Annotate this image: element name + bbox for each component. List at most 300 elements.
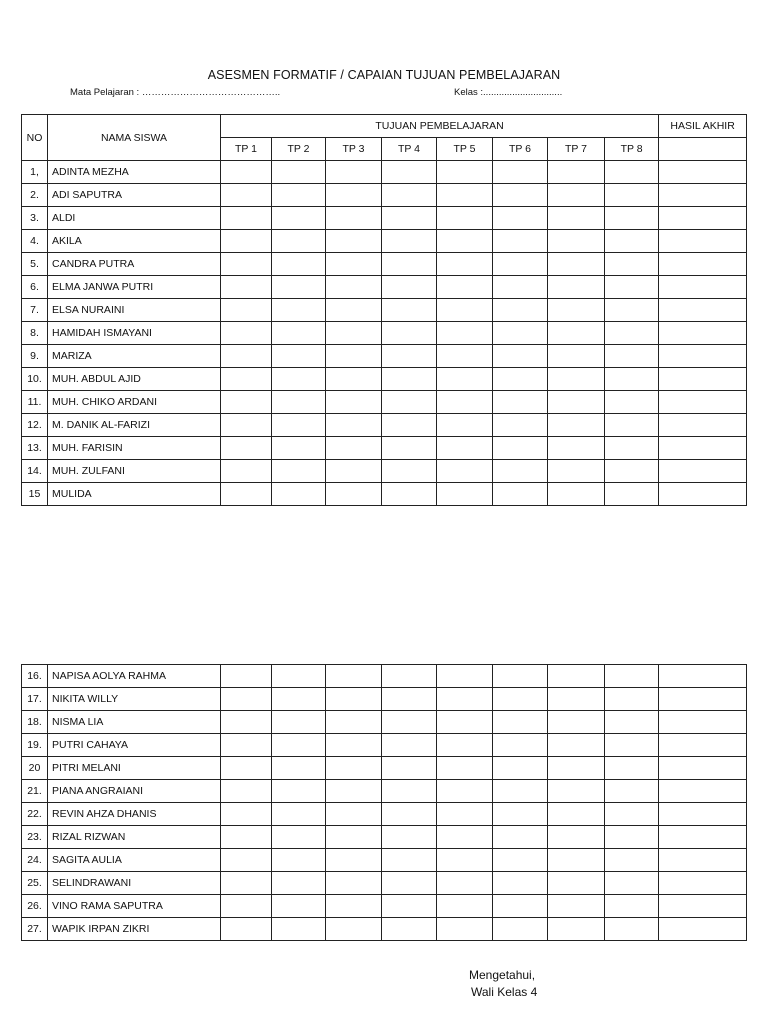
tp-3-cell[interactable] <box>326 826 382 849</box>
signature-mengetahui: Mengetahui, <box>469 968 536 982</box>
tp-3-cell[interactable] <box>326 872 382 895</box>
tp-2-cell[interactable] <box>272 734 326 757</box>
tp-1-cell[interactable] <box>221 161 272 184</box>
tp-1-cell[interactable] <box>221 437 272 460</box>
tp-5-cell[interactable] <box>437 757 493 780</box>
tp-2-cell[interactable] <box>272 665 326 688</box>
tp-4-cell[interactable] <box>382 483 437 506</box>
kelas-field: Kelas :.............................. <box>454 87 563 98</box>
tp-2-cell[interactable] <box>272 230 326 253</box>
tp-7-cell[interactable] <box>548 872 605 895</box>
tp-8-cell[interactable] <box>605 207 659 230</box>
tp-8-cell[interactable] <box>605 437 659 460</box>
student-name: CANDRA PUTRA <box>48 253 221 276</box>
tp-5-cell[interactable] <box>437 826 493 849</box>
tp-3-cell[interactable] <box>326 757 382 780</box>
header-tujuan-pembelajaran: TUJUAN PEMBELAJARAN <box>221 115 659 138</box>
tp-1-cell[interactable] <box>221 918 272 941</box>
tp-8-cell[interactable] <box>605 253 659 276</box>
student-name: MUH. ZULFANI <box>48 460 221 483</box>
tp-2-cell[interactable] <box>272 414 326 437</box>
hasil-akhir-cell[interactable] <box>659 688 747 711</box>
tp-4-cell[interactable] <box>382 826 437 849</box>
tp-5-cell[interactable] <box>437 872 493 895</box>
hasil-akhir-cell[interactable] <box>659 780 747 803</box>
tp-5-cell[interactable] <box>437 368 493 391</box>
hasil-akhir-cell[interactable] <box>659 161 747 184</box>
student-number: 16. <box>22 665 48 688</box>
tp-4-cell[interactable] <box>382 711 437 734</box>
tp-6-cell[interactable] <box>493 803 548 826</box>
tp-1-cell[interactable] <box>221 253 272 276</box>
tp-8-cell[interactable] <box>605 688 659 711</box>
tp-7-cell[interactable] <box>548 665 605 688</box>
hasil-akhir-cell[interactable] <box>659 230 747 253</box>
student-row <box>22 322 747 345</box>
tp-6-cell[interactable] <box>493 665 548 688</box>
student-number: 3. <box>22 207 48 230</box>
tp-6-cell[interactable] <box>493 299 548 322</box>
hasil-akhir-cell[interactable] <box>659 345 747 368</box>
student-number: 4. <box>22 230 48 253</box>
tp-6-cell[interactable] <box>493 437 548 460</box>
tp-5-cell[interactable] <box>437 483 493 506</box>
tp-3-cell[interactable] <box>326 230 382 253</box>
tp-8-cell[interactable] <box>605 895 659 918</box>
student-name: WAPIK IRPAN ZIKRI <box>48 918 221 941</box>
document-title: ASESMEN FORMATIF / CAPAIAN TUJUAN PEMBELAJARAN <box>207 68 561 82</box>
tp-4-cell[interactable] <box>382 895 437 918</box>
tp-1-cell[interactable] <box>221 276 272 299</box>
tp-8-cell[interactable] <box>605 391 659 414</box>
student-number: 11. <box>22 391 48 414</box>
tp-3-cell[interactable] <box>326 688 382 711</box>
tp-1-cell[interactable] <box>221 184 272 207</box>
tp-8-cell[interactable] <box>605 322 659 345</box>
student-number: 5. <box>22 253 48 276</box>
header-tp-7: TP 7 <box>548 138 605 161</box>
tp-5-cell[interactable] <box>437 895 493 918</box>
tp-4-cell[interactable] <box>382 322 437 345</box>
tp-6-cell[interactable] <box>493 414 548 437</box>
tp-6-cell[interactable] <box>493 872 548 895</box>
tp-2-cell[interactable] <box>272 276 326 299</box>
tp-1-cell[interactable] <box>221 803 272 826</box>
tp-8-cell[interactable] <box>605 414 659 437</box>
tp-6-cell[interactable] <box>493 780 548 803</box>
hasil-akhir-cell[interactable] <box>659 849 747 872</box>
tp-7-cell[interactable] <box>548 688 605 711</box>
tp-1-cell[interactable] <box>221 895 272 918</box>
hasil-akhir-cell[interactable] <box>659 734 747 757</box>
tp-4-cell[interactable] <box>382 688 437 711</box>
student-name: MULIDA <box>48 483 221 506</box>
tp-3-cell[interactable] <box>326 437 382 460</box>
student-row <box>22 849 747 872</box>
tp-6-cell[interactable] <box>493 161 548 184</box>
tp-8-cell[interactable] <box>605 849 659 872</box>
student-row <box>22 918 747 941</box>
tp-1-cell[interactable] <box>221 368 272 391</box>
tp-3-cell[interactable] <box>326 391 382 414</box>
tp-6-cell[interactable] <box>493 688 548 711</box>
tp-6-cell[interactable] <box>493 391 548 414</box>
header-no: NO <box>22 115 48 161</box>
tp-1-cell[interactable] <box>221 299 272 322</box>
tp-7-cell[interactable] <box>548 849 605 872</box>
tp-5-cell[interactable] <box>437 207 493 230</box>
header-hasil-akhir: HASIL AKHIR <box>659 115 747 138</box>
tp-8-cell[interactable] <box>605 184 659 207</box>
student-row <box>22 253 747 276</box>
hasil-akhir-cell[interactable] <box>659 184 747 207</box>
student-row <box>22 483 747 506</box>
tp-7-cell[interactable] <box>548 895 605 918</box>
tp-8-cell[interactable] <box>605 161 659 184</box>
student-number: 2. <box>22 184 48 207</box>
tp-7-cell[interactable] <box>548 391 605 414</box>
tp-5-cell[interactable] <box>437 161 493 184</box>
tp-4-cell[interactable] <box>382 757 437 780</box>
tp-5-cell[interactable] <box>437 460 493 483</box>
hasil-akhir-cell[interactable] <box>659 711 747 734</box>
tp-1-cell[interactable] <box>221 757 272 780</box>
student-name: MUH. CHIKO ARDANI <box>48 391 221 414</box>
student-row <box>22 734 747 757</box>
tp-7-cell[interactable] <box>548 460 605 483</box>
tp-2-cell[interactable] <box>272 437 326 460</box>
tp-2-cell[interactable] <box>272 184 326 207</box>
tp-7-cell[interactable] <box>548 826 605 849</box>
tp-8-cell[interactable] <box>605 665 659 688</box>
hasil-akhir-cell[interactable] <box>659 322 747 345</box>
tp-4-cell[interactable] <box>382 345 437 368</box>
tp-1-cell[interactable] <box>221 734 272 757</box>
tp-5-cell[interactable] <box>437 780 493 803</box>
hasil-akhir-cell[interactable] <box>659 483 747 506</box>
tp-5-cell[interactable] <box>437 322 493 345</box>
tp-6-cell[interactable] <box>493 276 548 299</box>
tp-3-cell[interactable] <box>326 665 382 688</box>
tp-5-cell[interactable] <box>437 184 493 207</box>
tp-1-cell[interactable] <box>221 826 272 849</box>
tp-6-cell[interactable] <box>493 322 548 345</box>
tp-5-cell[interactable] <box>437 918 493 941</box>
hasil-akhir-cell[interactable] <box>659 826 747 849</box>
header-tp-3: TP 3 <box>326 138 382 161</box>
tp-6-cell[interactable] <box>493 460 548 483</box>
tp-3-cell[interactable] <box>326 276 382 299</box>
tp-3-cell[interactable] <box>326 207 382 230</box>
tp-2-cell[interactable] <box>272 207 326 230</box>
tp-8-cell[interactable] <box>605 368 659 391</box>
tp-1-cell[interactable] <box>221 414 272 437</box>
tp-3-cell[interactable] <box>326 895 382 918</box>
tp-2-cell[interactable] <box>272 711 326 734</box>
tp-4-cell[interactable] <box>382 849 437 872</box>
tp-8-cell[interactable] <box>605 918 659 941</box>
tp-1-cell[interactable] <box>221 872 272 895</box>
tp-2-cell[interactable] <box>272 872 326 895</box>
hasil-akhir-cell[interactable] <box>659 414 747 437</box>
tp-8-cell[interactable] <box>605 711 659 734</box>
tp-6-cell[interactable] <box>493 757 548 780</box>
tp-3-cell[interactable] <box>326 345 382 368</box>
student-row <box>22 230 747 253</box>
tp-7-cell[interactable] <box>548 414 605 437</box>
tp-1-cell[interactable] <box>221 688 272 711</box>
tp-8-cell[interactable] <box>605 483 659 506</box>
tp-3-cell[interactable] <box>326 849 382 872</box>
tp-6-cell[interactable] <box>493 253 548 276</box>
student-name: REVIN AHZA DHANIS <box>48 803 221 826</box>
tp-7-cell[interactable] <box>548 299 605 322</box>
tp-4-cell[interactable] <box>382 299 437 322</box>
tp-1-cell[interactable] <box>221 483 272 506</box>
tp-3-cell[interactable] <box>326 918 382 941</box>
tp-6-cell[interactable] <box>493 184 548 207</box>
tp-7-cell[interactable] <box>548 780 605 803</box>
student-name: NISMA LIA <box>48 711 221 734</box>
tp-4-cell[interactable] <box>382 230 437 253</box>
tp-3-cell[interactable] <box>326 711 382 734</box>
tp-8-cell[interactable] <box>605 276 659 299</box>
tp-2-cell[interactable] <box>272 368 326 391</box>
student-number: 17. <box>22 688 48 711</box>
tp-3-cell[interactable] <box>326 253 382 276</box>
tp-7-cell[interactable] <box>548 345 605 368</box>
tp-3-cell[interactable] <box>326 803 382 826</box>
hasil-akhir-cell[interactable] <box>659 460 747 483</box>
tp-5-cell[interactable] <box>437 345 493 368</box>
tp-2-cell[interactable] <box>272 803 326 826</box>
tp-8-cell[interactable] <box>605 460 659 483</box>
tp-3-cell[interactable] <box>326 460 382 483</box>
tp-8-cell[interactable] <box>605 230 659 253</box>
tp-4-cell[interactable] <box>382 391 437 414</box>
student-name: M. DANIK AL-FARIZI <box>48 414 221 437</box>
hasil-akhir-cell[interactable] <box>659 895 747 918</box>
student-row <box>22 299 747 322</box>
tp-1-cell[interactable] <box>221 345 272 368</box>
tp-6-cell[interactable] <box>493 849 548 872</box>
student-name: ALDI <box>48 207 221 230</box>
tp-4-cell[interactable] <box>382 872 437 895</box>
tp-6-cell[interactable] <box>493 918 548 941</box>
tp-4-cell[interactable] <box>382 368 437 391</box>
tp-4-cell[interactable] <box>382 918 437 941</box>
tp-3-cell[interactable] <box>326 483 382 506</box>
tp-2-cell[interactable] <box>272 299 326 322</box>
tp-5-cell[interactable] <box>437 299 493 322</box>
tp-2-cell[interactable] <box>272 161 326 184</box>
tp-1-cell[interactable] <box>221 230 272 253</box>
student-number: 13. <box>22 437 48 460</box>
tp-7-cell[interactable] <box>548 368 605 391</box>
tp-7-cell[interactable] <box>548 711 605 734</box>
tp-7-cell[interactable] <box>548 207 605 230</box>
tp-2-cell[interactable] <box>272 826 326 849</box>
student-row <box>22 872 747 895</box>
tp-2-cell[interactable] <box>272 849 326 872</box>
hasil-akhir-cell[interactable] <box>659 872 747 895</box>
hasil-akhir-cell[interactable] <box>659 368 747 391</box>
student-number: 22. <box>22 803 48 826</box>
tp-1-cell[interactable] <box>221 322 272 345</box>
student-name: ADI SAPUTRA <box>48 184 221 207</box>
tp-8-cell[interactable] <box>605 734 659 757</box>
tp-1-cell[interactable] <box>221 665 272 688</box>
signature-wali-kelas: Wali Kelas 4 <box>471 985 538 999</box>
tp-7-cell[interactable] <box>548 276 605 299</box>
tp-2-cell[interactable] <box>272 460 326 483</box>
student-name: PIANA ANGRAIANI <box>48 780 221 803</box>
tp-7-cell[interactable] <box>548 230 605 253</box>
tp-6-cell[interactable] <box>493 711 548 734</box>
tp-2-cell[interactable] <box>272 895 326 918</box>
student-name: PITRI MELANI <box>48 757 221 780</box>
tp-8-cell[interactable] <box>605 345 659 368</box>
hasil-akhir-cell[interactable] <box>659 665 747 688</box>
student-name: ADINTA MEZHA <box>48 161 221 184</box>
tp-3-cell[interactable] <box>326 161 382 184</box>
tp-2-cell[interactable] <box>272 322 326 345</box>
tp-7-cell[interactable] <box>548 483 605 506</box>
tp-5-cell[interactable] <box>437 665 493 688</box>
hasil-akhir-cell[interactable] <box>659 918 747 941</box>
tp-1-cell[interactable] <box>221 207 272 230</box>
student-name: RIZAL RIZWAN <box>48 826 221 849</box>
tp-6-cell[interactable] <box>493 483 548 506</box>
tp-8-cell[interactable] <box>605 757 659 780</box>
tp-2-cell[interactable] <box>272 483 326 506</box>
tp-7-cell[interactable] <box>548 757 605 780</box>
hasil-akhir-cell[interactable] <box>659 276 747 299</box>
tp-3-cell[interactable] <box>326 368 382 391</box>
tp-3-cell[interactable] <box>326 299 382 322</box>
student-name: HAMIDAH ISMAYANI <box>48 322 221 345</box>
tp-8-cell[interactable] <box>605 872 659 895</box>
tp-4-cell[interactable] <box>382 207 437 230</box>
student-row <box>22 711 747 734</box>
student-name: MUH. ABDUL AJID <box>48 368 221 391</box>
tp-3-cell[interactable] <box>326 322 382 345</box>
student-number: 1, <box>22 161 48 184</box>
header-tp-2: TP 2 <box>272 138 326 161</box>
hasil-akhir-cell[interactable] <box>659 391 747 414</box>
tp-1-cell[interactable] <box>221 391 272 414</box>
tp-4-cell[interactable] <box>382 734 437 757</box>
tp-7-cell[interactable] <box>548 184 605 207</box>
tp-3-cell[interactable] <box>326 414 382 437</box>
tp-3-cell[interactable] <box>326 780 382 803</box>
student-number: 26. <box>22 895 48 918</box>
tp-5-cell[interactable] <box>437 230 493 253</box>
hasil-akhir-cell[interactable] <box>659 207 747 230</box>
tp-5-cell[interactable] <box>437 253 493 276</box>
tp-6-cell[interactable] <box>493 895 548 918</box>
tp-7-cell[interactable] <box>548 161 605 184</box>
tp-1-cell[interactable] <box>221 711 272 734</box>
tp-4-cell[interactable] <box>382 253 437 276</box>
tp-5-cell[interactable] <box>437 437 493 460</box>
tp-2-cell[interactable] <box>272 780 326 803</box>
tp-7-cell[interactable] <box>548 437 605 460</box>
tp-2-cell[interactable] <box>272 757 326 780</box>
assessment-table-page1 <box>21 114 747 506</box>
tp-5-cell[interactable] <box>437 414 493 437</box>
tp-5-cell[interactable] <box>437 276 493 299</box>
tp-4-cell[interactable] <box>382 780 437 803</box>
tp-6-cell[interactable] <box>493 826 548 849</box>
hasil-akhir-cell[interactable] <box>659 437 747 460</box>
tp-1-cell[interactable] <box>221 849 272 872</box>
tp-6-cell[interactable] <box>493 734 548 757</box>
student-row <box>22 688 747 711</box>
tp-2-cell[interactable] <box>272 918 326 941</box>
hasil-akhir-cell[interactable] <box>659 803 747 826</box>
tp-4-cell[interactable] <box>382 665 437 688</box>
tp-5-cell[interactable] <box>437 734 493 757</box>
tp-3-cell[interactable] <box>326 734 382 757</box>
tp-8-cell[interactable] <box>605 803 659 826</box>
tp-7-cell[interactable] <box>548 322 605 345</box>
hasil-akhir-cell[interactable] <box>659 253 747 276</box>
tp-5-cell[interactable] <box>437 391 493 414</box>
tp-2-cell[interactable] <box>272 345 326 368</box>
tp-8-cell[interactable] <box>605 826 659 849</box>
student-number: 14. <box>22 460 48 483</box>
tp-4-cell[interactable] <box>382 184 437 207</box>
hasil-akhir-cell[interactable] <box>659 757 747 780</box>
tp-8-cell[interactable] <box>605 299 659 322</box>
student-name: ELSA NURAINI <box>48 299 221 322</box>
tp-7-cell[interactable] <box>548 803 605 826</box>
student-number: 27. <box>22 918 48 941</box>
tp-4-cell[interactable] <box>382 414 437 437</box>
tp-3-cell[interactable] <box>326 184 382 207</box>
tp-4-cell[interactable] <box>382 460 437 483</box>
student-number: 10. <box>22 368 48 391</box>
tp-6-cell[interactable] <box>493 230 548 253</box>
tp-6-cell[interactable] <box>493 207 548 230</box>
tp-5-cell[interactable] <box>437 849 493 872</box>
tp-2-cell[interactable] <box>272 253 326 276</box>
tp-1-cell[interactable] <box>221 460 272 483</box>
tp-8-cell[interactable] <box>605 780 659 803</box>
tp-5-cell[interactable] <box>437 711 493 734</box>
tp-6-cell[interactable] <box>493 368 548 391</box>
tp-4-cell[interactable] <box>382 803 437 826</box>
tp-4-cell[interactable] <box>382 276 437 299</box>
tp-5-cell[interactable] <box>437 803 493 826</box>
student-row <box>22 207 747 230</box>
tp-7-cell[interactable] <box>548 253 605 276</box>
tp-4-cell[interactable] <box>382 437 437 460</box>
mata-pelajaran-field: Mata Pelajaran : …………………………………….. <box>70 87 281 98</box>
tp-1-cell[interactable] <box>221 780 272 803</box>
hasil-akhir-cell[interactable] <box>659 299 747 322</box>
tp-5-cell[interactable] <box>437 688 493 711</box>
tp-6-cell[interactable] <box>493 345 548 368</box>
tp-2-cell[interactable] <box>272 688 326 711</box>
tp-7-cell[interactable] <box>548 734 605 757</box>
student-row <box>22 184 747 207</box>
student-row <box>22 391 747 414</box>
tp-7-cell[interactable] <box>548 918 605 941</box>
tp-2-cell[interactable] <box>272 391 326 414</box>
tp-4-cell[interactable] <box>382 161 437 184</box>
